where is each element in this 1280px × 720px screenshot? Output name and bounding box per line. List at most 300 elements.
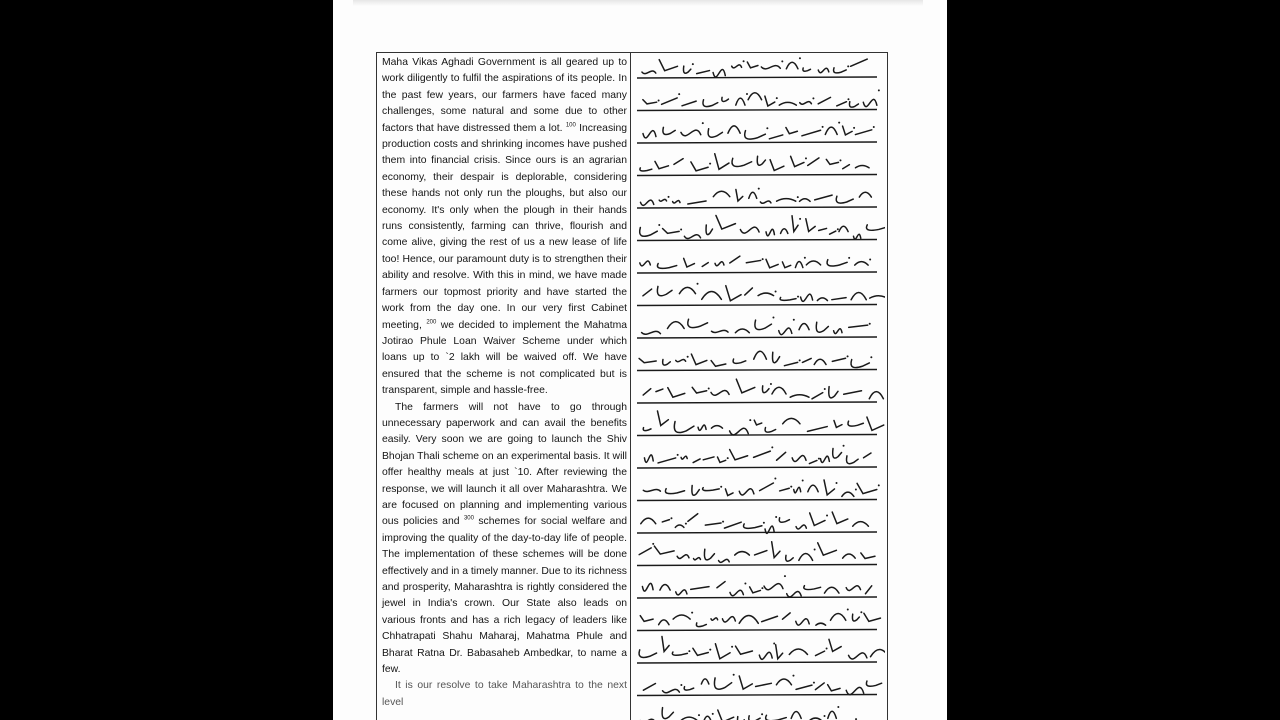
shorthand-stroke [784, 362, 797, 365]
shorthand-dot [843, 445, 845, 447]
shorthand-stroke [673, 615, 690, 619]
shorthand-stroke [781, 229, 788, 234]
shorthand-dot [687, 356, 689, 358]
shorthand-stroke [713, 69, 725, 77]
shorthand-stroke [836, 196, 853, 203]
shorthand-stroke [673, 201, 680, 203]
shorthand-stroke [791, 156, 804, 166]
shorthand-dot [847, 608, 849, 610]
shorthand-stroke [810, 513, 825, 526]
passage-paragraph [382, 400, 627, 679]
shorthand-stroke [693, 459, 700, 463]
shorthand-dot [836, 482, 838, 484]
shorthand-rule [637, 662, 877, 663]
shorthand-stroke [855, 165, 869, 167]
shorthand-stroke [816, 623, 826, 625]
shorthand-stroke [772, 387, 786, 394]
shorthand-stroke [829, 639, 841, 651]
shorthand-stroke [859, 192, 871, 197]
shorthand-dot [837, 228, 839, 230]
shorthand-dot [804, 257, 806, 259]
shorthand-stroke [711, 426, 722, 429]
shorthand-stroke [668, 388, 685, 398]
shorthand-dot [776, 97, 778, 99]
shorthand-stroke [780, 297, 796, 300]
shorthand-stroke [853, 522, 869, 527]
shorthand-dot [691, 612, 693, 614]
shorthand-dot [822, 126, 824, 128]
shorthand-stroke [658, 458, 676, 463]
shorthand-stroke [806, 219, 815, 232]
shorthand-stroke [643, 100, 657, 104]
shorthand-stroke [855, 130, 871, 135]
shorthand-stroke [799, 323, 809, 329]
shorthand-dot [805, 157, 807, 159]
shorthand-stroke [827, 260, 847, 266]
shorthand-stroke [639, 358, 656, 362]
shorthand-stroke [791, 711, 801, 718]
shorthand-rule [637, 110, 877, 111]
shorthand-stroke [736, 189, 743, 201]
shorthand-dot [692, 63, 694, 65]
shorthand-stroke [800, 102, 812, 105]
shorthand-stroke [716, 215, 736, 229]
shorthand-stroke [715, 154, 729, 170]
shorthand-stroke [790, 395, 809, 397]
shorthand-stroke [739, 489, 754, 495]
shorthand-stroke [762, 616, 778, 621]
shorthand-stroke [715, 644, 730, 659]
shorthand-stroke [758, 293, 773, 296]
scan-edge [353, 0, 923, 6]
shorthand-stroke [703, 457, 714, 460]
shorthand-stroke [662, 636, 669, 651]
shorthand-stroke [642, 71, 656, 74]
shorthand-stroke [864, 613, 881, 621]
shorthand-stroke [846, 687, 864, 694]
shorthand-stroke [779, 102, 796, 105]
shorthand-stroke [708, 129, 722, 137]
shorthand-dot [670, 517, 672, 519]
shorthand-dot [824, 715, 826, 717]
shorthand-rule [637, 240, 877, 241]
shorthand-stroke [843, 554, 856, 558]
shorthand-stroke [732, 65, 742, 68]
shorthand-stroke [750, 587, 761, 593]
shorthand-stroke [644, 455, 653, 462]
shorthand-stroke [849, 653, 867, 659]
shorthand-stroke [755, 320, 772, 329]
shorthand-dot [847, 355, 849, 357]
shorthand-dot [763, 522, 765, 524]
shorthand-stroke [665, 489, 684, 494]
shorthand-stroke [745, 288, 753, 295]
shorthand-stroke [818, 68, 829, 73]
shorthand-stroke [698, 425, 706, 430]
shorthand-stroke [776, 645, 783, 659]
shorthand-stroke [739, 676, 752, 689]
shorthand-dot [773, 643, 775, 645]
shorthand-stroke [730, 590, 743, 595]
shorthand-stroke [846, 586, 860, 591]
shorthand-dot [685, 523, 687, 525]
shorthand-stroke [834, 420, 842, 427]
shorthand-stroke [711, 330, 728, 332]
shorthand-dot [870, 356, 872, 358]
shorthand-rule [637, 77, 877, 78]
shorthand-dot [678, 93, 680, 95]
shorthand-stroke [663, 229, 680, 234]
shorthand-stroke [782, 613, 790, 619]
shorthand-stroke [706, 225, 712, 235]
shorthand-stroke [704, 716, 711, 720]
shorthand-stroke [722, 97, 729, 101]
shorthand-dot [720, 486, 722, 488]
shorthand-stroke [728, 126, 740, 133]
shorthand-stroke [870, 296, 885, 298]
shorthand-stroke [684, 235, 700, 239]
shorthand-dot [878, 89, 880, 91]
shorthand-rule [637, 305, 877, 306]
shorthand-stroke [656, 389, 663, 392]
shorthand-stroke [789, 649, 807, 654]
shorthand-stroke [691, 354, 706, 365]
shorthand-stroke [765, 96, 775, 106]
shorthand-dot [855, 489, 857, 491]
shorthand-dot [814, 548, 816, 550]
shorthand-dot [761, 713, 763, 715]
shorthand-rule [637, 467, 877, 468]
shorthand-stroke [826, 159, 838, 164]
shorthand-stroke [832, 298, 846, 300]
shorthand-stroke [855, 262, 868, 265]
shorthand-stroke [792, 216, 798, 232]
shorthand-stroke [777, 452, 786, 460]
shorthand-stroke [739, 616, 758, 624]
shorthand-stroke [802, 358, 811, 362]
shorthand-stroke [839, 226, 848, 231]
shorthand-dot [749, 419, 751, 421]
shorthand-stroke [641, 518, 656, 524]
shorthand-stroke [830, 614, 845, 621]
shorthand-dot [772, 316, 774, 318]
shorthand-dot [826, 514, 828, 516]
shorthand-rule [637, 435, 877, 436]
shorthand-stroke [722, 617, 735, 622]
shorthand-stroke [694, 558, 701, 560]
shorthand-dot [799, 57, 801, 59]
shorthand-stroke [663, 689, 680, 692]
shorthand-stroke [814, 359, 826, 364]
shorthand-stroke [832, 358, 845, 361]
shorthand-stroke [643, 489, 660, 491]
shorthand-stroke [674, 421, 694, 432]
shorthand-stroke [754, 451, 771, 457]
shorthand-stroke [764, 584, 783, 590]
shorthand-dot [813, 682, 815, 684]
shorthand-stroke [662, 520, 669, 522]
shorthand-stroke [842, 492, 854, 496]
shorthand-dot [680, 228, 682, 230]
shorthand-stroke [654, 546, 674, 554]
shorthand-stroke [679, 287, 695, 293]
shorthand-stroke [757, 156, 765, 165]
shorthand-dot [818, 458, 820, 460]
shorthand-stroke [674, 159, 683, 165]
shorthand-stroke [735, 552, 750, 555]
shorthand-dot [733, 674, 735, 676]
shorthand-stroke [672, 652, 687, 655]
shorthand-stroke [692, 387, 707, 393]
shorthand-dot [658, 224, 660, 226]
shorthand-stroke [714, 678, 731, 689]
shorthand-stroke [783, 418, 800, 423]
shorthand-stroke [736, 379, 754, 393]
shorthand-stroke [760, 201, 771, 203]
shorthand-stroke [796, 525, 806, 529]
shorthand-stroke [851, 360, 869, 368]
shorthand-stroke [738, 717, 745, 720]
shorthand-dot [793, 319, 795, 321]
shorthand-stroke [655, 161, 669, 168]
word-count-marker: 100 [565, 122, 576, 129]
shorthand-stroke [688, 514, 698, 522]
passage-paragraph [382, 55, 627, 400]
shorthand-stroke [804, 586, 821, 590]
shorthand-stroke [848, 421, 863, 426]
shorthand-stroke [704, 549, 714, 560]
shorthand-dot [792, 675, 794, 677]
shorthand-stroke [866, 225, 885, 230]
shorthand-stroke [717, 457, 725, 462]
shorthand-stroke [711, 391, 729, 396]
shorthand-stroke [809, 460, 817, 463]
shorthand-stroke [643, 428, 651, 431]
shorthand-stroke [643, 131, 656, 138]
shorthand-dot [869, 323, 871, 325]
shorthand-dot [709, 163, 711, 165]
shorthand-rule [637, 532, 877, 533]
shorthand-stroke [735, 329, 749, 333]
shorthand-dot [802, 479, 804, 481]
shorthand-stroke [743, 524, 761, 528]
shorthand-stroke [847, 456, 859, 464]
shorthand-dot [762, 258, 764, 260]
shorthand-stroke [730, 428, 749, 435]
shorthand-stroke [837, 102, 847, 106]
shorthand-stroke [749, 192, 757, 198]
shorthand-stroke [725, 489, 733, 496]
shorthand-stroke [692, 485, 699, 495]
document-page [333, 0, 947, 720]
shorthand-stroke [676, 359, 686, 361]
shorthand-stroke [818, 543, 837, 555]
shorthand-stroke [662, 708, 673, 719]
shorthand-rule [637, 207, 877, 208]
shorthand-stroke [676, 590, 687, 595]
shorthand-dot [680, 684, 682, 686]
shorthand-stroke [786, 555, 793, 561]
shorthand-rule [637, 695, 877, 696]
shorthand-stroke [829, 387, 838, 398]
shorthand-stroke [812, 393, 823, 399]
shorthand-dot [848, 257, 850, 259]
shorthand-stroke [733, 359, 746, 363]
shorthand-dot [797, 196, 799, 198]
shorthand-stroke [726, 286, 741, 301]
shorthand-dot [812, 97, 814, 99]
shorthand-stroke [864, 453, 871, 458]
shorthand-stroke [861, 553, 875, 559]
shorthand-stroke [795, 261, 802, 267]
shorthand-stroke [818, 97, 830, 103]
word-count-marker: 200 [426, 319, 437, 326]
shorthand-dot [847, 98, 849, 100]
shorthand-stroke [711, 361, 726, 367]
shorthand-dot [702, 122, 704, 124]
shorthand-dot [770, 383, 772, 385]
shorthand-stroke [799, 554, 813, 561]
shorthand-stroke [657, 286, 672, 295]
passage-text: Increasing production costs and shrinking incomes have pushed them into financial crisis. Since ours is an agrarian economy, their despair is deplorable, considering these hands not only run the ploughs, but also our economy. It's only when the plough in their hands runs consistently, farming can thrive, flourish and come alive, giving the rest of us a new lease of life too! Hence, our paramount duty is to strengthen their ability and resolve. With this in mind, we have made farmers our topmost priority and have started the work from the day one. In our very first Cabinet meeting, [382, 122, 628, 331]
shorthand-stroke [780, 488, 790, 491]
shorthand-stroke [696, 623, 706, 627]
shorthand-stroke [718, 710, 734, 720]
shorthand-stroke [703, 488, 720, 491]
shorthand-stroke [871, 650, 885, 657]
shorthand-stroke [702, 263, 708, 267]
shorthand-stroke [824, 587, 839, 593]
shorthand-stroke [816, 322, 828, 332]
shorthand-dot [677, 454, 679, 456]
shorthand-stroke [852, 614, 859, 621]
shorthand-stroke [683, 66, 690, 73]
shorthand-stroke [770, 160, 784, 171]
shorthand-dot [860, 611, 862, 613]
shorthand-stroke [863, 99, 877, 106]
shorthand-stroke [705, 523, 721, 525]
shorthand-stroke [765, 428, 776, 433]
shorthand-dot [668, 196, 670, 198]
shorthand-stroke [787, 592, 801, 597]
shorthand-stroke [759, 652, 772, 659]
shorthand-stroke [642, 331, 661, 334]
word-count-marker: 300 [463, 515, 474, 522]
shorthand-dot [746, 93, 748, 95]
shorthand-stroke [746, 260, 760, 262]
shorthand-stroke [643, 289, 652, 296]
shorthand-stroke [806, 261, 820, 265]
shorthand-column [633, 53, 885, 720]
shorthand-dot [784, 575, 786, 577]
shorthand-stroke [849, 102, 858, 107]
shorthand-stroke [719, 559, 730, 562]
shorthand-stroke [777, 199, 796, 202]
shorthand-stroke [657, 411, 668, 426]
shorthand-stroke [762, 386, 768, 393]
shorthand-dot [761, 587, 763, 589]
shorthand-stroke [869, 392, 883, 399]
shorthand-stroke [681, 456, 687, 459]
shorthand-stroke [643, 389, 651, 395]
shorthand-dot [799, 218, 801, 220]
shorthand-stroke [779, 518, 789, 522]
shorthand-stroke [776, 679, 791, 685]
shorthand-stroke [773, 352, 780, 362]
column-divider [630, 53, 631, 720]
passage-text: The farmers will not have to go through unnecessary paperwork and can avail the benefits easily. Very soon we are going to launch the Shiv Bhojan Thali scheme on an experimental basis. It will offer healthy meals at just `10. After reviewing the response, we will launch it all over Maharashtra. We are focused on planning and implementing various ous policies and [382, 401, 627, 528]
shorthand-stroke [748, 93, 762, 100]
shorthand-stroke [828, 685, 840, 691]
shorthand-dot [698, 714, 700, 716]
shorthand-stroke [786, 62, 798, 69]
shorthand-stroke [688, 201, 706, 204]
shorthand-stroke [766, 259, 778, 268]
shorthand-stroke [754, 351, 767, 359]
shorthand-stroke [833, 448, 842, 458]
shorthand-stroke [732, 158, 752, 166]
shorthand-rule [637, 272, 877, 273]
shorthand-dot [781, 60, 783, 62]
shorthand-stroke [801, 294, 813, 301]
shorthand-dot [837, 706, 839, 708]
shorthand-dot [838, 122, 840, 124]
shorthand-stroke [659, 60, 677, 71]
shorthand-stroke [684, 687, 693, 690]
shorthand-dot [873, 126, 875, 128]
shorthand-stroke [794, 487, 801, 493]
shorthand-dot [775, 516, 777, 518]
shorthand-rule [637, 175, 877, 176]
shorthand-rule [637, 337, 877, 338]
shorthand-stroke [754, 420, 761, 425]
shorthand-stroke [796, 619, 809, 625]
shorthand-stroke [663, 359, 671, 365]
shorthand-stroke [808, 485, 818, 492]
shorthand-stroke [691, 162, 708, 171]
shorthand-stroke [735, 646, 752, 654]
shorthand-stroke [643, 684, 655, 691]
shorthand-stroke [667, 322, 684, 329]
shorthand-stroke [824, 480, 834, 495]
shorthand-rule [637, 597, 877, 598]
shorthand-stroke [819, 228, 827, 230]
shorthand-stroke [766, 715, 787, 720]
shorthand-stroke [703, 100, 718, 107]
shorthand-stroke [760, 483, 774, 491]
shorthand-rule [637, 500, 877, 501]
shorthand-stroke [755, 551, 767, 555]
shorthand-dot [727, 457, 729, 459]
shorthand-stroke [749, 716, 760, 720]
shorthand-stroke [815, 195, 832, 200]
english-passage [382, 55, 627, 711]
shorthand-stroke [761, 66, 780, 69]
shorthand-dot [744, 583, 746, 585]
shorthand-stroke [866, 681, 881, 686]
shorthand-stroke [772, 542, 780, 558]
shorthand-stroke [693, 648, 708, 655]
shorthand-stroke [802, 130, 821, 136]
shorthand-stroke [659, 620, 669, 625]
shorthand-stroke [849, 325, 868, 327]
shorthand-stroke [825, 127, 837, 134]
shorthand-dot [775, 291, 777, 293]
shorthand-stroke [808, 158, 819, 166]
shorthand-stroke [711, 618, 718, 620]
shorthand-dot [709, 649, 711, 651]
shorthand-dot [652, 543, 654, 545]
